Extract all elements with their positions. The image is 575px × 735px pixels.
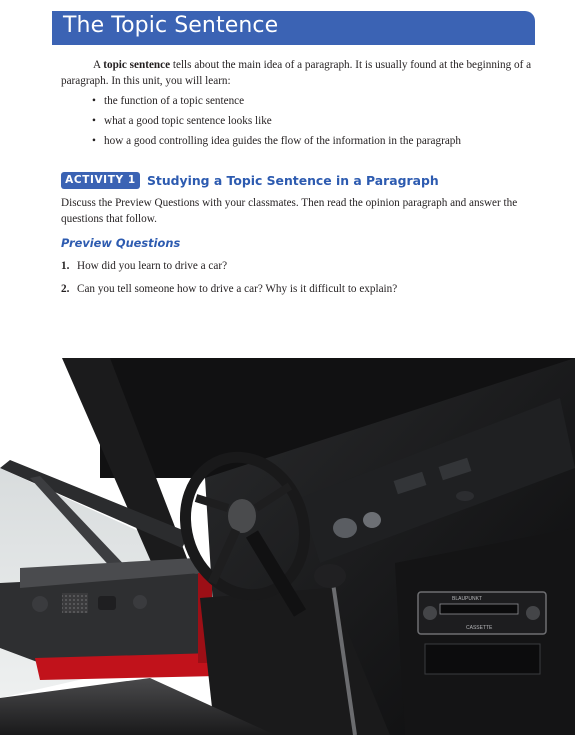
list-item-text: what a good topic sentence looks like — [104, 115, 272, 127]
list-item-text: how a good controlling idea guides the flow of the information in the paragraph — [104, 135, 461, 147]
activity-badge: ACTIVITY 1 — [61, 172, 140, 189]
gear-knob — [314, 564, 346, 588]
intro-paragraph — [61, 58, 535, 89]
dashboard-knob — [333, 518, 357, 538]
radio-knob — [423, 606, 437, 620]
activity-instructions: Discuss the Preview Questions with your classmates. Then read the opinion paragraph and answer the questions that follow. — [61, 197, 518, 225]
question-text: How did you learn to drive a car? — [77, 260, 228, 272]
preview-questions-heading: Preview Questions — [61, 236, 181, 250]
dashboard-knob — [363, 512, 381, 528]
door-switch — [133, 595, 147, 609]
radio-cassette-text: CASSETTE — [466, 625, 493, 631]
door-switch — [32, 596, 48, 612]
door-speaker — [62, 593, 88, 613]
console-slot — [425, 644, 540, 674]
title-bar — [52, 11, 535, 45]
steering-hub — [228, 499, 256, 533]
list-item-text: the function of a topic sentence — [104, 95, 245, 107]
bullet-icon: • — [92, 115, 96, 127]
activity-title: Studying a Topic Sentence in a Paragraph — [147, 173, 439, 188]
radio-brand-text: BLAUPUNKT — [452, 596, 483, 602]
question-number: 2. — [61, 283, 70, 295]
question-text: Can you tell someone how to drive a car? Why is it difficult to explain? — [77, 283, 398, 295]
car-interior-photo — [0, 358, 575, 735]
dashboard-knob — [456, 491, 474, 501]
question-number: 1. — [61, 260, 70, 272]
radio-display — [440, 604, 518, 614]
question-item — [61, 259, 397, 282]
door-handle — [98, 596, 116, 610]
bullet-icon: • — [92, 135, 96, 147]
question-item — [61, 282, 397, 305]
radio-knob — [526, 606, 540, 620]
list-item — [92, 94, 461, 114]
topic-sentence-term: topic sentence — [103, 59, 171, 71]
intro-text-after: tells about the main idea of a paragraph. It is usually found at the beginning of a paragraph. In this unit, you will learn: — [61, 59, 532, 87]
preview-questions-list — [61, 259, 397, 305]
page-title: The Topic Sentence — [63, 13, 279, 38]
list-item — [92, 134, 461, 154]
list-item — [92, 114, 461, 134]
learning-goals-list — [92, 94, 461, 154]
intro-text-before: A — [93, 59, 104, 71]
bullet-icon: • — [92, 95, 96, 107]
